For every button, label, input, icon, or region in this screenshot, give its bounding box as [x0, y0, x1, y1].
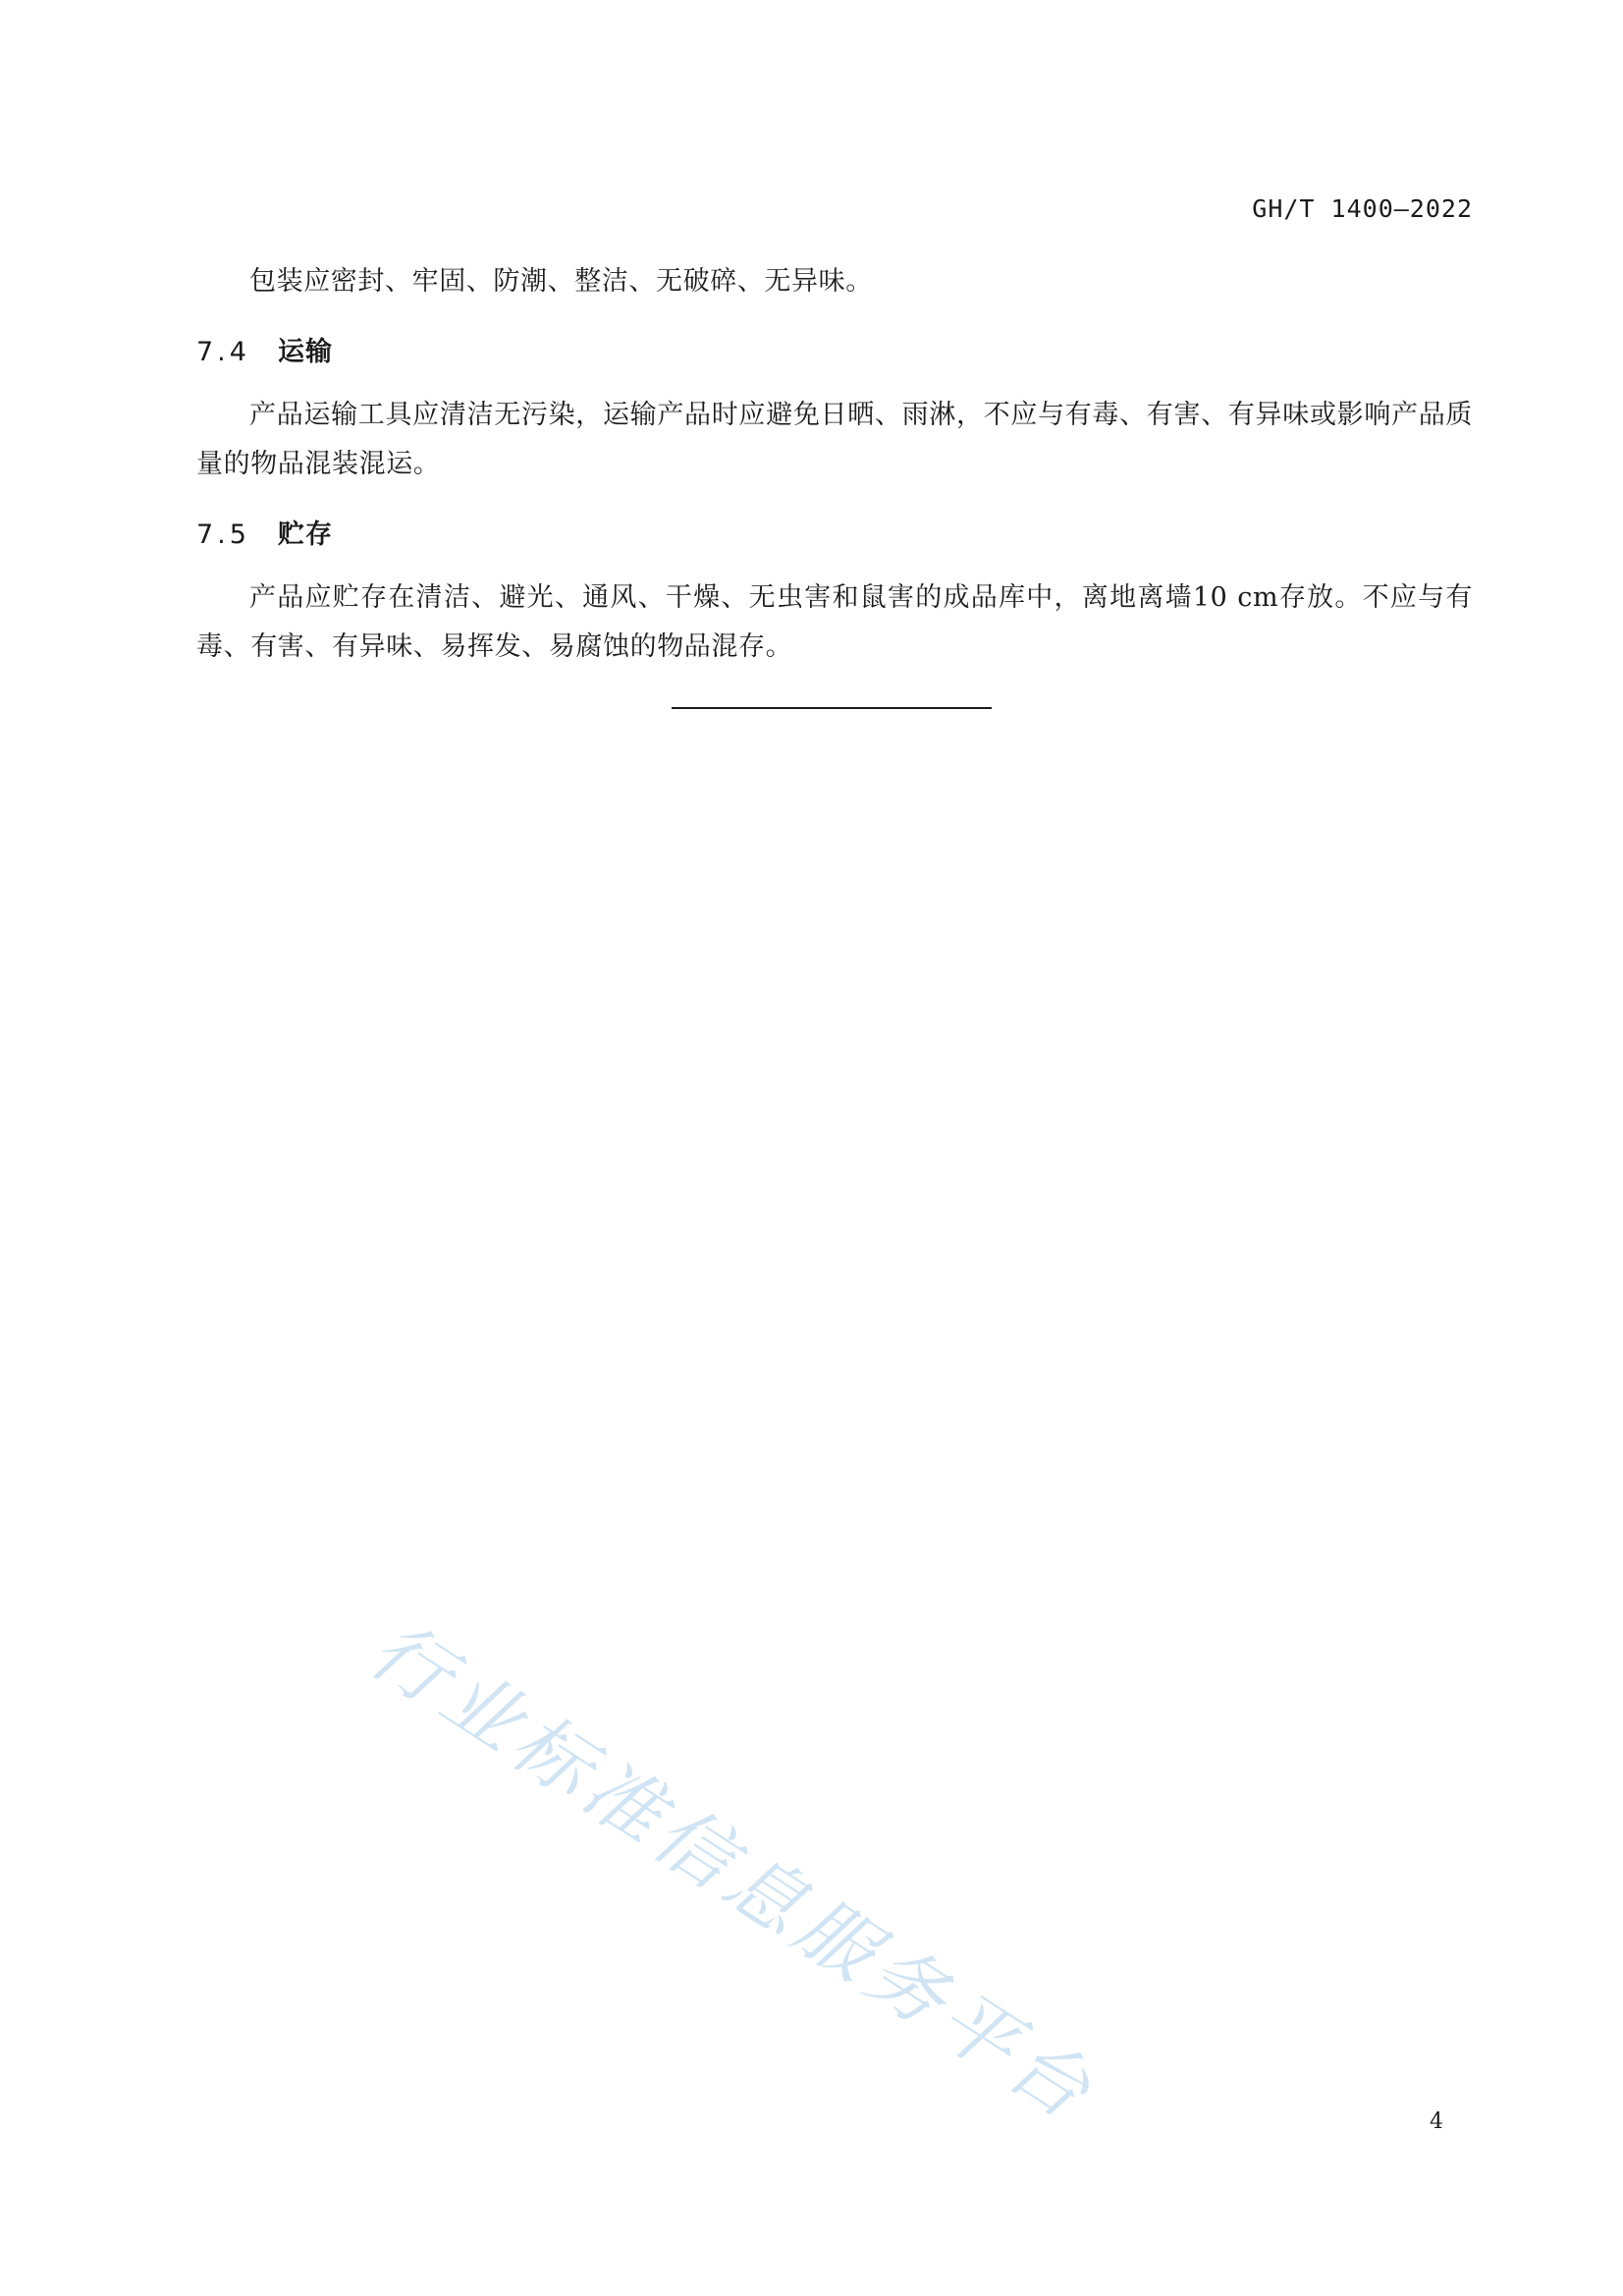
transport-paragraph: 产品运输工具应清洁无污染，运输产品时应避免日晒、雨淋，不应与有毒、有害、有异味或影响产品质量的物品混装混运。	[196, 400, 1473, 479]
section-number: 7.4	[196, 337, 250, 367]
section-number: 7.5	[196, 519, 250, 550]
section-title: 贮存	[277, 519, 333, 550]
document-body	[196, 257, 1473, 672]
watermark: 行业标准信息服务平台	[354, 1606, 1111, 2140]
end-of-document-rule	[672, 707, 992, 709]
section-title: 运输	[277, 337, 333, 367]
page-number: 4	[1430, 2109, 1443, 2134]
storage-paragraph: 产品应贮存在清洁、避光、通风、干燥、无虫害和鼠害的成品库中，离地离墙10 cm存放。不应与有毒、有害、有异味、易挥发、易腐蚀的物品混存。	[196, 582, 1473, 662]
section-heading-storage	[196, 511, 1473, 560]
packaging-paragraph: 包装应密封、牢固、防潮、整洁、无破碎、无异味。	[249, 266, 873, 297]
standard-code: GH/T 1400—2022	[1252, 194, 1473, 223]
section-heading-transport	[196, 328, 1473, 377]
